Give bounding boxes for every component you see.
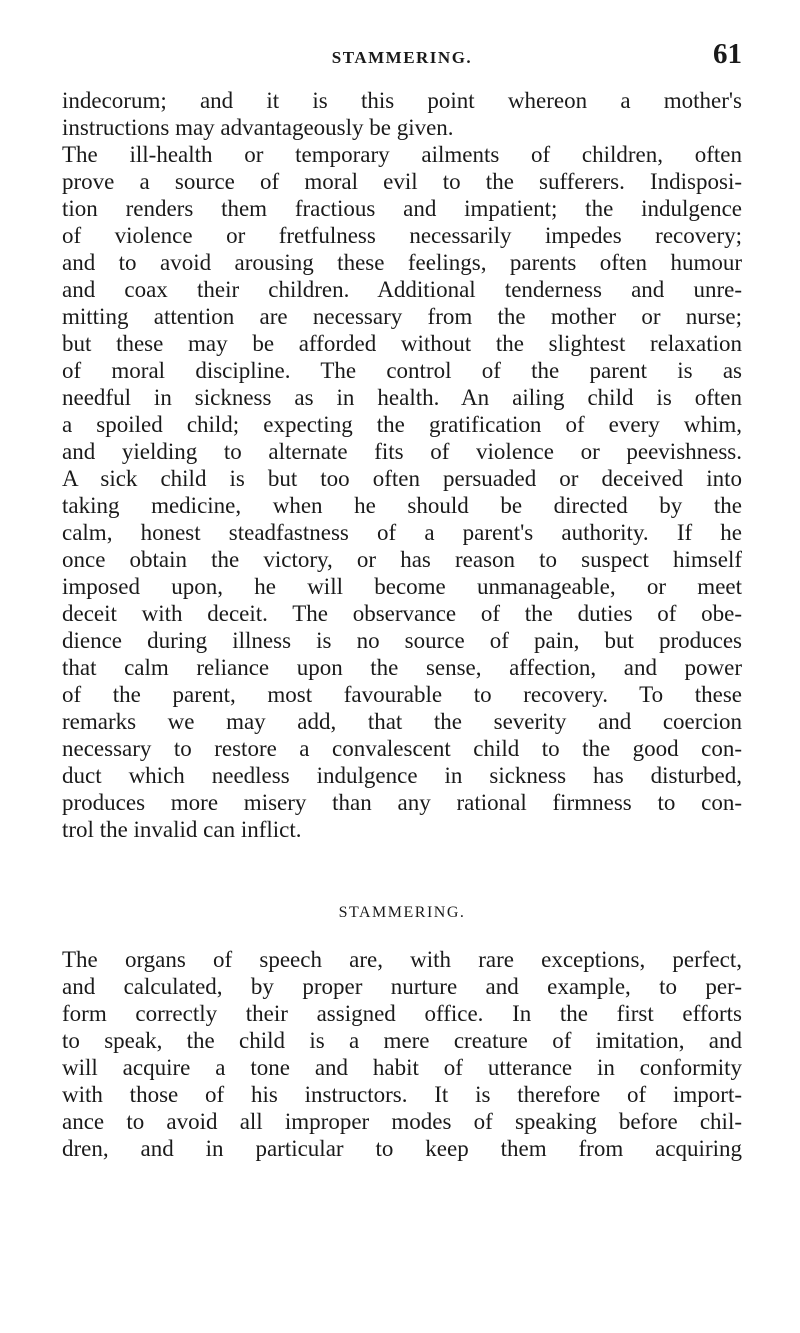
text-line: trol the invalid can inflict.	[62, 817, 302, 842]
text-line: taking medicine, when he should be directed by the	[62, 493, 742, 518]
text-line: and calculated, by proper nurture and example, to per-	[62, 974, 742, 999]
text-line: and to avoid arousing these feelings, parents often humour	[62, 250, 742, 275]
text-line: The ill-health or temporary ailments of children, often	[62, 142, 742, 167]
text-line: to speak, the child is a mere creature of imitation, and	[62, 1028, 742, 1053]
text-line: produces more misery than any rational firmness to con-	[62, 790, 742, 815]
text-line: dren, and in particular to keep them from acquiring	[62, 1136, 742, 1161]
text-line: The organs of speech are, with rare exceptions, perfect,	[62, 947, 742, 972]
text-line: that calm reliance upon the sense, affection, and power	[62, 655, 742, 680]
text-line: ance to avoid all improper modes of speaking before chil-	[62, 1109, 742, 1134]
text-line: of moral discipline. The control of the parent is as	[62, 358, 742, 383]
text-line: A sick child is but too often persuaded or deceived into	[62, 466, 742, 491]
text-line: instructions may advantageously be given.	[62, 115, 454, 140]
text-line: necessary to restore a convalescent child to the good con-	[62, 736, 742, 761]
text-line: once obtain the victory, or has reason to suspect himself	[62, 547, 742, 572]
text-line: tion renders them fractious and impatient; the indulgence	[62, 196, 742, 221]
text-line: with those of his instructors. It is therefore of import-	[62, 1082, 742, 1107]
running-title: STAMMERING.	[331, 48, 473, 67]
text-line: calm, honest steadfastness of a parent's authority. If he	[62, 520, 742, 545]
text-line: and coax their children. Additional tenderness and unre-	[62, 277, 742, 302]
text-line: indecorum; and it is this point whereon a mother's	[62, 88, 742, 113]
text-line: of the parent, most favourable to recovery. To these	[62, 682, 742, 707]
text-line: dience during illness is no source of pain, but produces	[62, 628, 742, 653]
text-line: form correctly their assigned office. In the first efforts	[62, 1001, 742, 1026]
text-line: of violence or fretfulness necessarily impedes recovery;	[62, 223, 742, 248]
text-line: mitting attention are necessary from the mother or nurse;	[62, 304, 742, 329]
text-line: and yielding to alternate fits of violence or peevishness.	[62, 439, 742, 464]
text-line: needful in sickness as in health. An ailing child is often	[62, 385, 742, 410]
text-line: imposed upon, he will become unmanageable, or meet	[62, 574, 742, 599]
section-heading: STAMMERING.	[338, 904, 466, 921]
text-line: deceit with deceit. The observance of the duties of obe-	[62, 601, 742, 626]
text-line: but these may be afforded without the slightest relaxation	[62, 331, 742, 356]
text-line: remarks we may add, that the severity and coercion	[62, 709, 742, 734]
text-line: will acquire a tone and habit of utterance in conformity	[62, 1055, 742, 1080]
text-line: duct which needless indulgence in sickness has disturbed,	[62, 763, 742, 788]
text-line: prove a source of moral evil to the sufferers. Indisposi-	[62, 169, 742, 194]
page-number: 61	[713, 38, 742, 70]
running-head	[62, 38, 742, 78]
text-line: a spoiled child; expecting the gratification of every whim,	[62, 412, 742, 437]
